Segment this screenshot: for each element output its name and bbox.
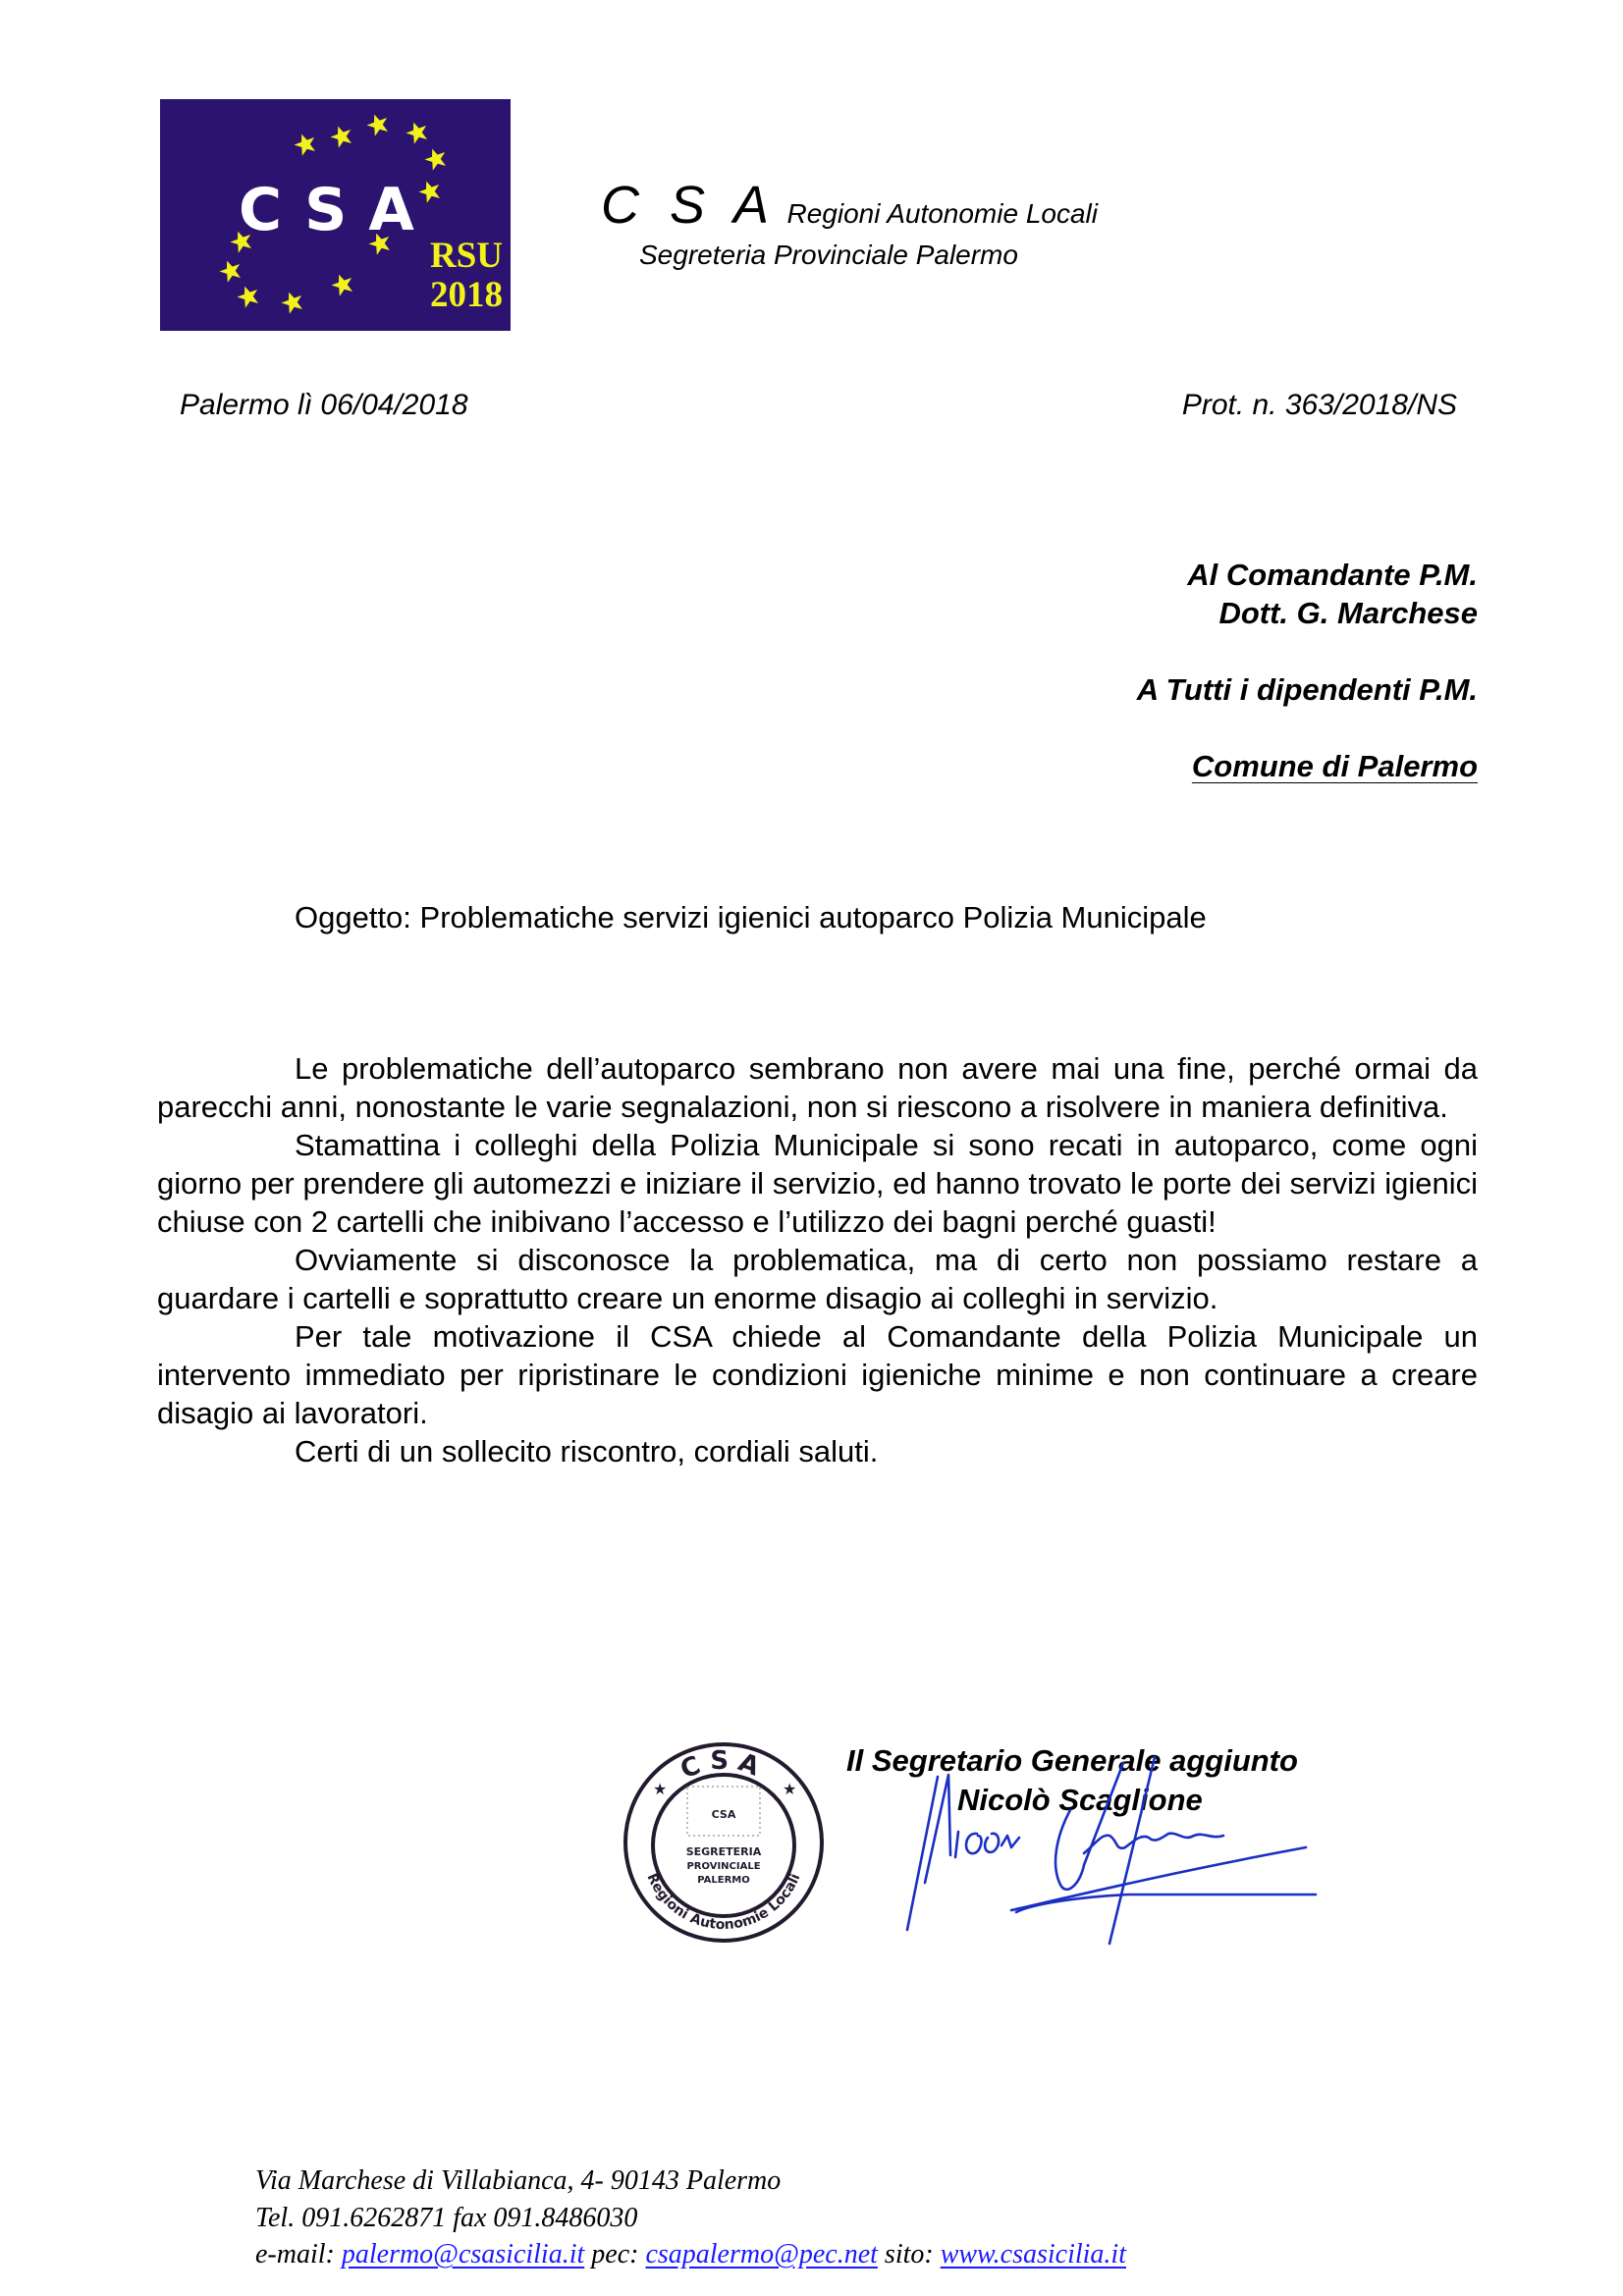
recipient-line: Al Comandante P.M. — [1187, 558, 1478, 592]
footer-address: Via Marchese di Villabianca, 4- 90143 Palermo — [255, 2165, 782, 2196]
logo-rsu-badge: RSU 2018 — [429, 236, 503, 315]
signatory-title: Il Segretario Generale aggiunto — [846, 1743, 1298, 1778]
footer-phone-fax: Tel. 091.6262871 fax 091.8486030 — [255, 2202, 638, 2233]
svg-text:Regioni Autonomie Locali: Regioni Autonomie Locali — [643, 1871, 804, 1934]
stamp-seal-icon — [621, 1739, 827, 1946]
email-link[interactable]: palermo@csasicilia.it — [341, 2239, 585, 2269]
body-paragraph: Le problematiche dell’autoparco sembrano non avere mai una fine, perché ormai da parecchi anni, nonostante le varie segnalazioni, non si riescono a risolvere in maniera definitiva. — [157, 1051, 1478, 1124]
body-paragraph: Certi di un sollecito riscontro, cordiali saluti. — [295, 1434, 879, 1468]
website-link[interactable]: www.csasicilia.it — [940, 2239, 1126, 2269]
svg-text:CSA: CSA — [676, 1745, 771, 1786]
site-label: sito: — [884, 2239, 934, 2269]
email-label: e-mail: — [255, 2239, 335, 2269]
subject-line: Oggetto: Problematiche servizi igienici autoparco Polizia Municipale — [295, 900, 1207, 934]
svg-text:PALERMO: PALERMO — [697, 1875, 750, 1886]
place-date: Palermo lì 06/04/2018 — [180, 389, 468, 421]
protocol-number: Prot. n. 363/2018/NS — [1181, 389, 1457, 421]
body-paragraph: Stamattina i colleghi della Polizia Municipale si sono recati in autoparco, come ogni giorno per prendere gli automezzi e iniziare il servizio, ed hanno trovato le porte dei servizi igienici chiuse con 2 cartelli che inibivano l’accesso e l’utilizzo dei bagni perché guasti! — [157, 1128, 1478, 1239]
svg-text:PROVINCIALE: PROVINCIALE — [686, 1861, 761, 1872]
csa-logo — [160, 99, 511, 331]
body-paragraph: Ovviamente si disconosce la problematica, ma di certo non possiamo restare a guardare i cartelli e soprattutto creare un enorme disagio ai colleghi in servizio. — [157, 1243, 1478, 1315]
body-paragraph: Per tale motivazione il CSA chiede al Comandante della Polizia Municipale un intervento immediato per ripristinare le condizioni igieniche minime e non continuare a creare disagio ai lavoratori. — [157, 1319, 1478, 1430]
handwritten-signature — [884, 1737, 1325, 1958]
svg-text:SEGRETERIA: SEGRETERIA — [685, 1845, 762, 1858]
org-division: Segreteria Provinciale Palermo — [639, 240, 1018, 270]
recipient-line-underlined: Comune di Palermo — [1191, 749, 1478, 783]
org-name: Regioni Autonomie Locali — [786, 198, 1098, 229]
letter-body — [157, 1049, 1478, 1470]
recipient-line: A Tutti i dipendenti P.M. — [1136, 672, 1478, 707]
official-stamp — [621, 1739, 827, 1950]
pec-link[interactable]: csapalermo@pec.net — [645, 2239, 878, 2269]
recipient-line: Dott. G. Marchese — [1218, 596, 1478, 630]
pec-label: pec: — [591, 2239, 639, 2269]
org-acronym: C S A — [601, 176, 778, 235]
org-header — [601, 175, 1098, 236]
recipients-block — [1137, 556, 1478, 785]
svg-text:★: ★ — [783, 1782, 797, 1798]
signature-scribble-icon — [884, 1737, 1325, 1953]
logo-wordmark: CSA — [239, 176, 436, 244]
svg-text:★: ★ — [653, 1782, 668, 1798]
letterhead-footer — [255, 2163, 1126, 2273]
footer-contacts — [255, 2236, 1126, 2273]
signatory-name: Nicolò Scaglione — [957, 1783, 1203, 1817]
svg-text:CSA: CSA — [711, 1808, 736, 1821]
